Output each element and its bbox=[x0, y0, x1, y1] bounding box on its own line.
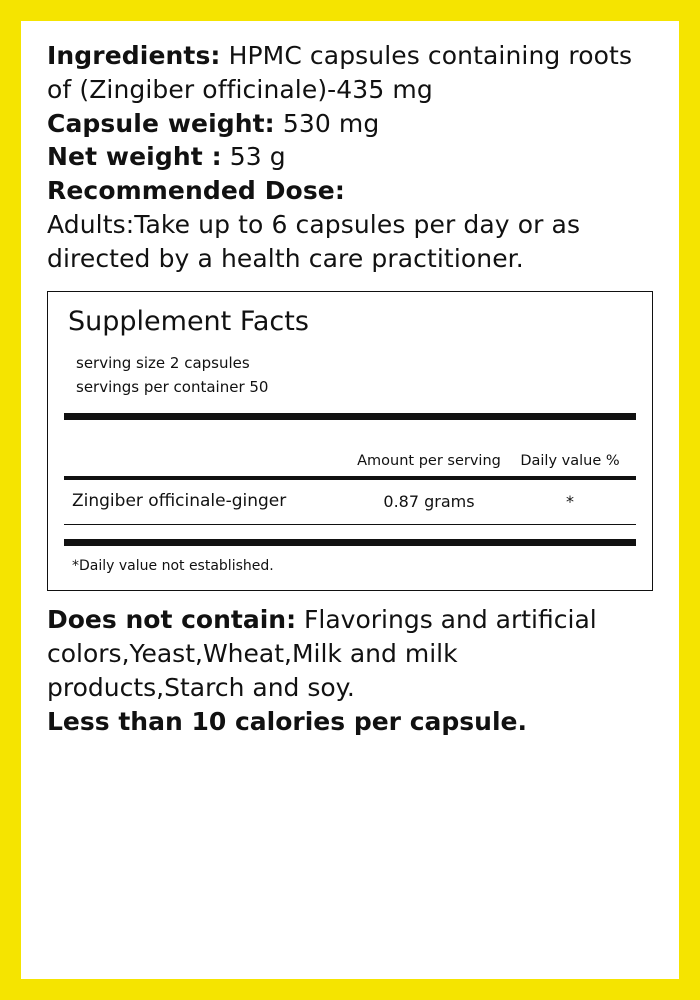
nutrient-name: Zingiber officinale-ginger bbox=[72, 491, 287, 512]
facts-bottom-thin-rule bbox=[64, 524, 636, 525]
does-not-contain-line bbox=[47, 603, 653, 704]
servings-per-container: servings per container 50 bbox=[76, 378, 269, 397]
label-content bbox=[21, 21, 679, 738]
recommended-dose-line bbox=[47, 174, 653, 208]
serving-size: serving size 2 capsules bbox=[76, 354, 250, 373]
does-not-contain-label: Does not contain: bbox=[47, 605, 297, 635]
supplement-label-panel bbox=[21, 21, 679, 979]
daily-value-footnote: *Daily value not established. bbox=[72, 558, 274, 575]
nutrient-amount: 0.87 grams bbox=[383, 491, 475, 511]
table-row bbox=[64, 480, 636, 524]
product-info-block bbox=[47, 39, 653, 275]
calories-line: Less than 10 calories per capsule. bbox=[47, 706, 528, 736]
ingredients-label: Ingredients: bbox=[47, 41, 221, 70]
does-not-contain-value: Flavorings and artificial colors,Yeast,Wheat,Milk and milk products,Starch and soy. bbox=[47, 605, 597, 702]
net-weight-label: Net weight : bbox=[47, 142, 222, 172]
daily-value-header: Daily value % bbox=[520, 453, 620, 470]
facts-bottom-rule bbox=[64, 539, 636, 546]
dose-instructions-value: Adults:Take up to 6 capsules per day or as directed by a health care practitioner. bbox=[47, 209, 581, 273]
capsule-weight-label: Capsule weight: bbox=[47, 108, 275, 138]
capsule-weight-line bbox=[47, 107, 653, 141]
supplement-facts-box bbox=[47, 291, 653, 591]
net-weight-line bbox=[47, 140, 653, 174]
allergen-block bbox=[47, 603, 653, 738]
dose-instructions-line bbox=[47, 208, 653, 276]
supplement-facts-title: Supplement Facts bbox=[68, 306, 309, 338]
facts-top-rule bbox=[64, 413, 636, 420]
recommended-dose-label: Recommended Dose: bbox=[47, 176, 345, 205]
net-weight-value: 53 g bbox=[229, 142, 286, 172]
ingredients-value: HPMC capsules containing roots of (Zingiber officinale)-435 mg bbox=[47, 41, 633, 104]
facts-header-row bbox=[64, 420, 636, 476]
capsule-weight-value: 530 mg bbox=[282, 108, 380, 138]
amount-per-serving-header: Amount per serving bbox=[357, 453, 501, 470]
nutrient-daily-value: * bbox=[566, 491, 574, 511]
ingredients-line bbox=[47, 39, 653, 107]
